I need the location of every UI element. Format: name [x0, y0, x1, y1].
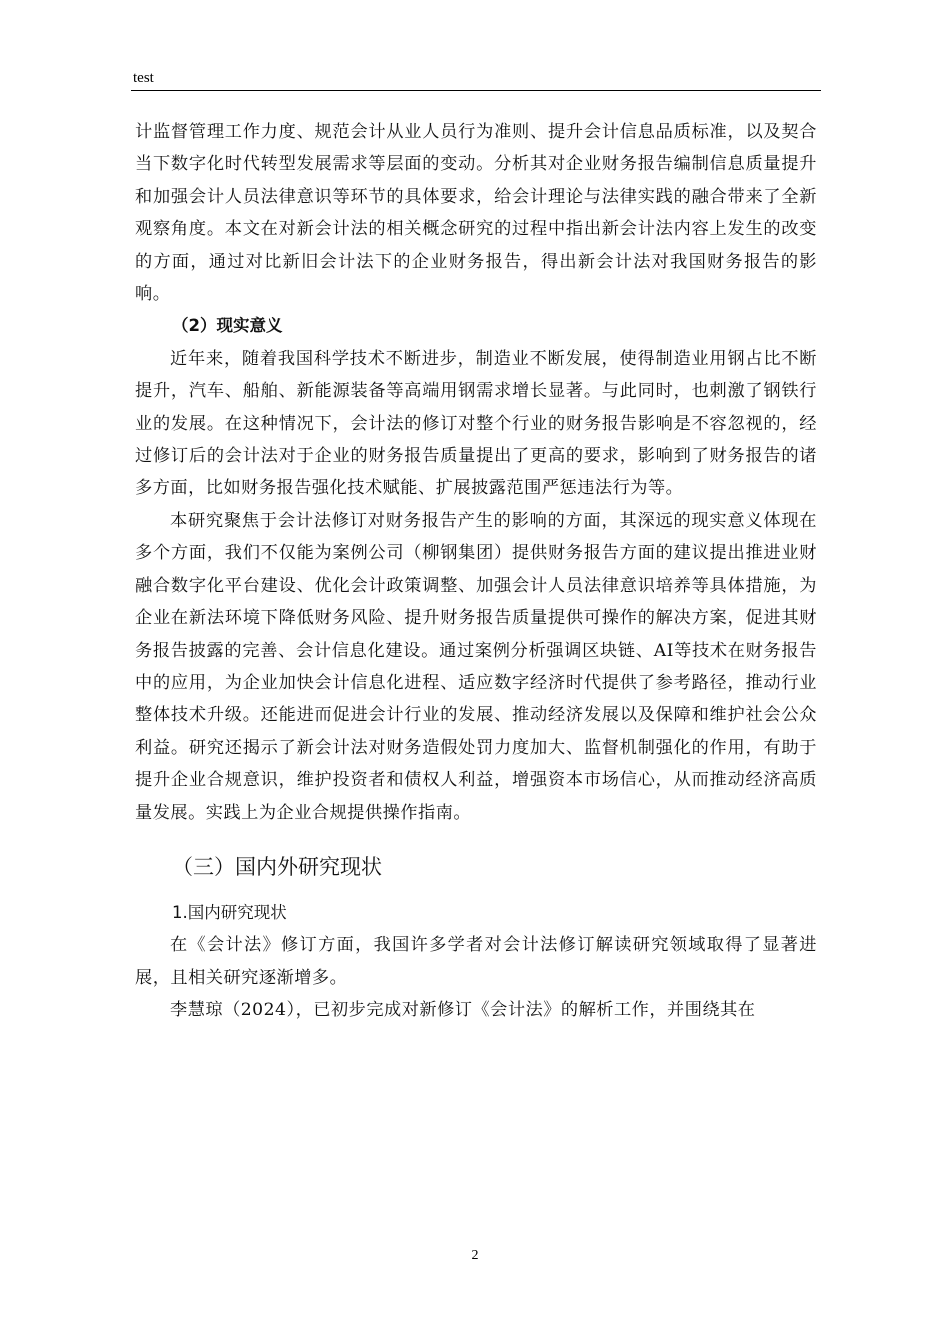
heading-domestic-research: 1.国内研究现状	[172, 902, 287, 922]
heading-research-status: （三）国内外研究现状	[172, 854, 382, 879]
paragraph-theoretical-continued: 计监督管理工作力度、规范会计从业人员行为准则、提升会计信息品质标准，以及契合当下数字化时代转型发展需求等层面的变动。分析其对企业财务报告编制信息质量提升和加强会计人员法律意识等环节的具体要求，给会计理论与法律实践的融合带来了全新观察角度。本文在对新会计法的相关概念研究的过程中指出新会计法内容上发生的改变的方面，通过对比新旧会计法下的企业财务报告，得出新会计法对我国财务报告的影响。	[135, 122, 817, 305]
page-number: 2	[471, 1248, 479, 1263]
paragraph-domestic-1: 在《会计法》修订方面，我国许多学者对会计法修订解读研究领域取得了显著进展，且相关研究逐渐增多。	[135, 935, 817, 988]
running-header: test	[133, 70, 154, 86]
paragraph-practical-2: 本研究聚焦于会计法修订对财务报告产生的影响的方面，其深远的现实意义体现在多个方面，我们不仅能为案例公司（柳钢集团）提供财务报告方面的建议提出推进业财融合数字化平台建设、优化会计政策调整、加强会计人员法律意识培养等具体措施，为企业在新法环境下降低财务风险、提升财务报告质量提供可操作的解决方案，促进其财务报告披露的完善、会计信息化建设。通过案例分析强调区块链、AI等技术在财务报告中的应用，为企业加快会计信息化进程、适应数字经济时代提供了参考路径，推动行业整体技术升级。还能进而促进会计行业的发展、推动经济发展以及保障和维护社会公众利益。研究还揭示了新会计法对财务造假处罚力度加大、监督机制强化的作用，有助于提升企业合规意识，维护投资者和债权人利益，增强资本市场信心，从而推动经济高质量发展。实践上为企业合规提供操作指南。	[135, 510, 817, 823]
heading-practical-significance: （2）现实意义	[172, 316, 283, 336]
page-body	[135, 116, 817, 1027]
paragraph-practical-1: 近年来，随着我国科学技术不断进步，制造业不断发展，使得制造业用钢占比不断提升，汽车、船舶、新能源装备等高端用钢需求增长显著。与此同时，也刺激了钢铁行业的发展。在这种情况下，会计法的修订对整个行业的财务报告影响是不容忽视的，经过修订后的会计法对于企业的财务报告质量提出了更高的要求，影响到了财务报告的诸多方面，比如财务报告强化技术赋能、扩展披露范围严惩违法行为等。	[135, 348, 817, 499]
paragraph-domestic-2: 李慧琼（2024），已初步完成对新修订《会计法》的解析工作，并围绕其在	[170, 1000, 756, 1021]
header-divider	[131, 90, 821, 91]
